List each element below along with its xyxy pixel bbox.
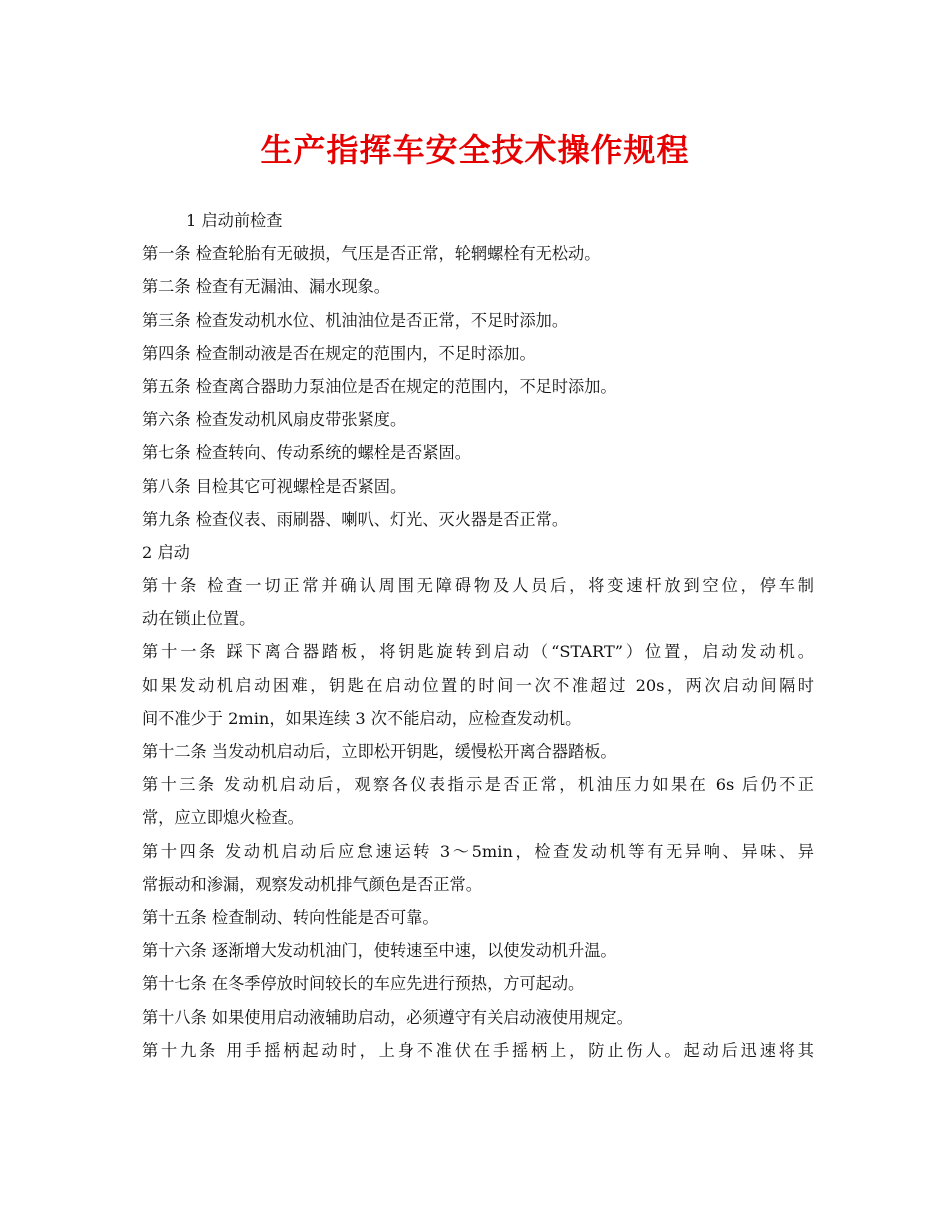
section-heading: 1 启动前检查 bbox=[186, 211, 283, 230]
article-line: 第十九条 用手摇柄起动时，上身不准伏在手摇柄上，防止伤人。起动后迅速将其 bbox=[142, 1040, 814, 1060]
article-line: 常，应立即熄火检查。 bbox=[142, 808, 304, 828]
article-line: 间不准少于 2min，如果连续 3 次不能启动，应检查发动机。 bbox=[142, 708, 582, 728]
article-line: 第七条 检查转向、传动系统的螺栓是否紧固。 bbox=[142, 443, 471, 463]
article-line: 第一条 检查轮胎有无破损，气压是否正常，轮辋螺栓有无松动。 bbox=[142, 244, 601, 264]
article-line: 常振动和渗漏，观察发动机排气颜色是否正常。 bbox=[142, 874, 482, 894]
article-line: 第十五条 检查制动、转向性能是否可靠。 bbox=[142, 907, 439, 927]
article-line: 第六条 检查发动机风扇皮带张紧度。 bbox=[142, 410, 407, 430]
document-title: 生产指挥车安全技术操作规程 bbox=[260, 131, 690, 169]
article-line: 第十二条 当发动机启动后，立即松开钥匙，缓慢松开离合器踏板。 bbox=[142, 742, 617, 761]
article-line: 第十条 检查一切正常并确认周围无障碍物及人员后，将变速杆放到空位，停车制 bbox=[142, 576, 814, 596]
article-line: 第十八条 如果使用启动液辅助启动，必须遵守有关启动液使用规定。 bbox=[142, 1007, 633, 1027]
article-line: 第九条 检查仪表、雨刷器、喇叭、灯光、灭火器是否正常。 bbox=[142, 509, 569, 529]
section-heading: 2 启动 bbox=[142, 542, 190, 562]
document-body bbox=[142, 204, 814, 1067]
article-line: 第十四条 发动机启动后应怠速运转 3～5min，检查发动机等有无异响、异味、异 bbox=[142, 841, 814, 861]
article-line: 第十六条 逐渐增大发动机油门，使转速至中速，以使发动机升温。 bbox=[142, 941, 617, 961]
article-line: 第十一条 踩下离合器踏板，将钥匙旋转到启动（“START”）位置，启动发动机。 bbox=[142, 642, 814, 662]
article-line: 第十七条 在冬季停放时间较长的车应先进行预热，方可起动。 bbox=[142, 974, 585, 994]
article-line: 第八条 目检其它可视螺栓是否紧固。 bbox=[142, 476, 407, 496]
article-line: 如果发动机启动困难，钥匙在启动位置的时间一次不准超过 20s，两次启动间隔时 bbox=[142, 675, 814, 695]
article-line: 动在锁止位置。 bbox=[142, 609, 256, 629]
article-line: 第三条 检查发动机水位、机油油位是否正常，不足时添加。 bbox=[142, 310, 569, 330]
article-line: 第十三条 发动机启动后，观察各仪表指示是否正常，机油压力如果在 6s 后仍不正 bbox=[142, 775, 814, 795]
article-line: 第五条 检查离合器助力泵油位是否在规定的范围内，不足时添加。 bbox=[142, 376, 617, 396]
article-line: 第四条 检查制动液是否在规定的范围内，不足时添加。 bbox=[142, 343, 536, 363]
article-line: 第二条 检查有无漏油、漏水现象。 bbox=[142, 277, 390, 297]
